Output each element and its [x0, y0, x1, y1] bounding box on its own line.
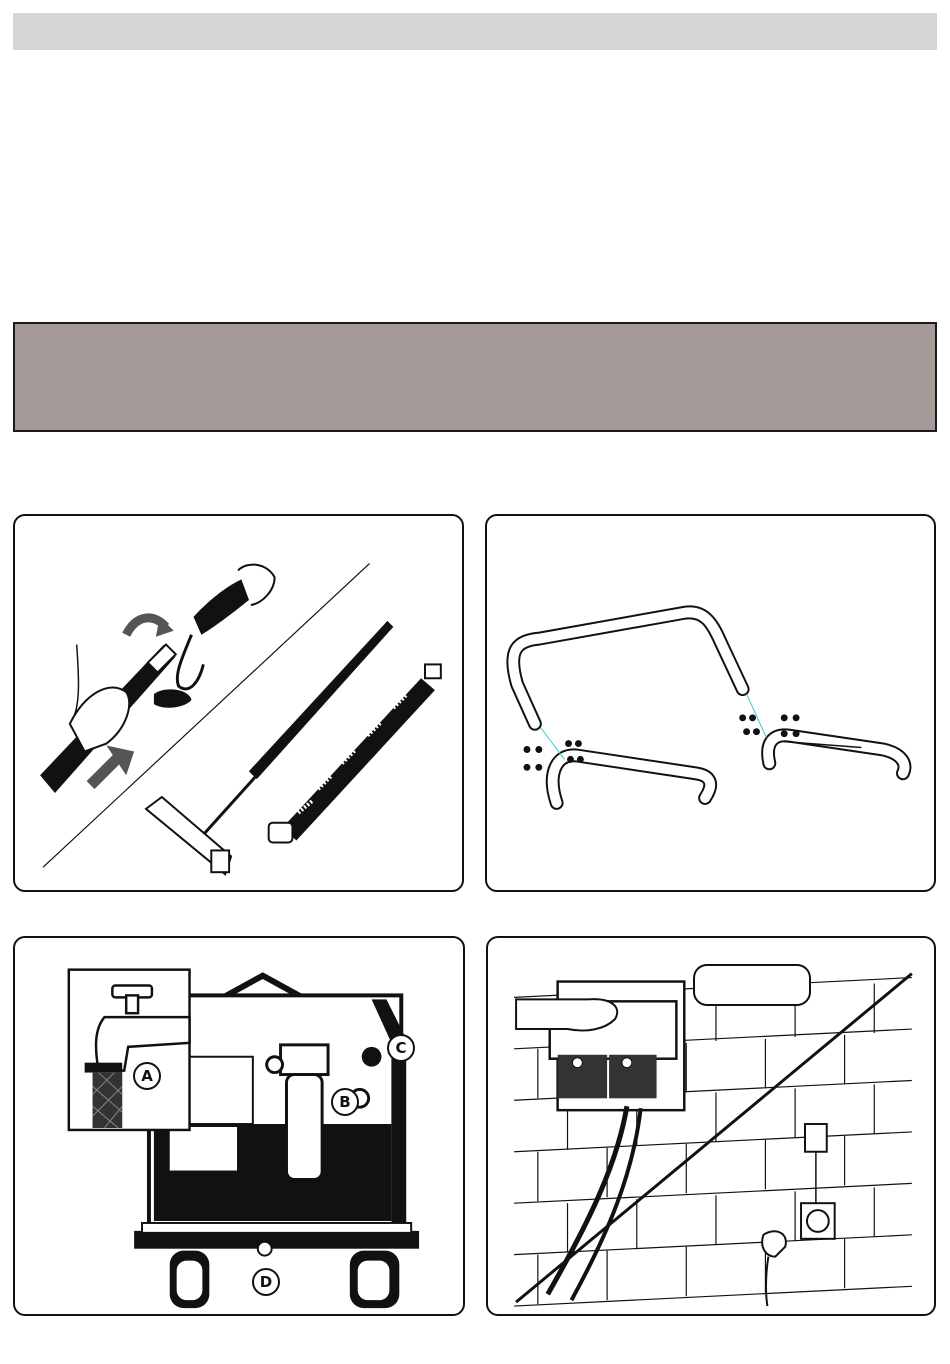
callout-c: C [387, 1034, 415, 1062]
figure-power-connection [486, 936, 936, 1316]
label-bubble [693, 964, 811, 1006]
callout-d: D [252, 1268, 280, 1296]
header-bar [13, 13, 937, 50]
callout-b: B [331, 1088, 359, 1116]
figure-handle-assembly [485, 514, 936, 892]
hose-connection-illustration [15, 516, 462, 890]
figure-hose-connection [13, 514, 464, 892]
figure-water-connection [13, 936, 465, 1316]
handle-assembly-illustration [487, 516, 934, 890]
callout-a: A [133, 1062, 161, 1090]
warning-box [13, 322, 937, 432]
water-connection-illustration [15, 938, 463, 1314]
